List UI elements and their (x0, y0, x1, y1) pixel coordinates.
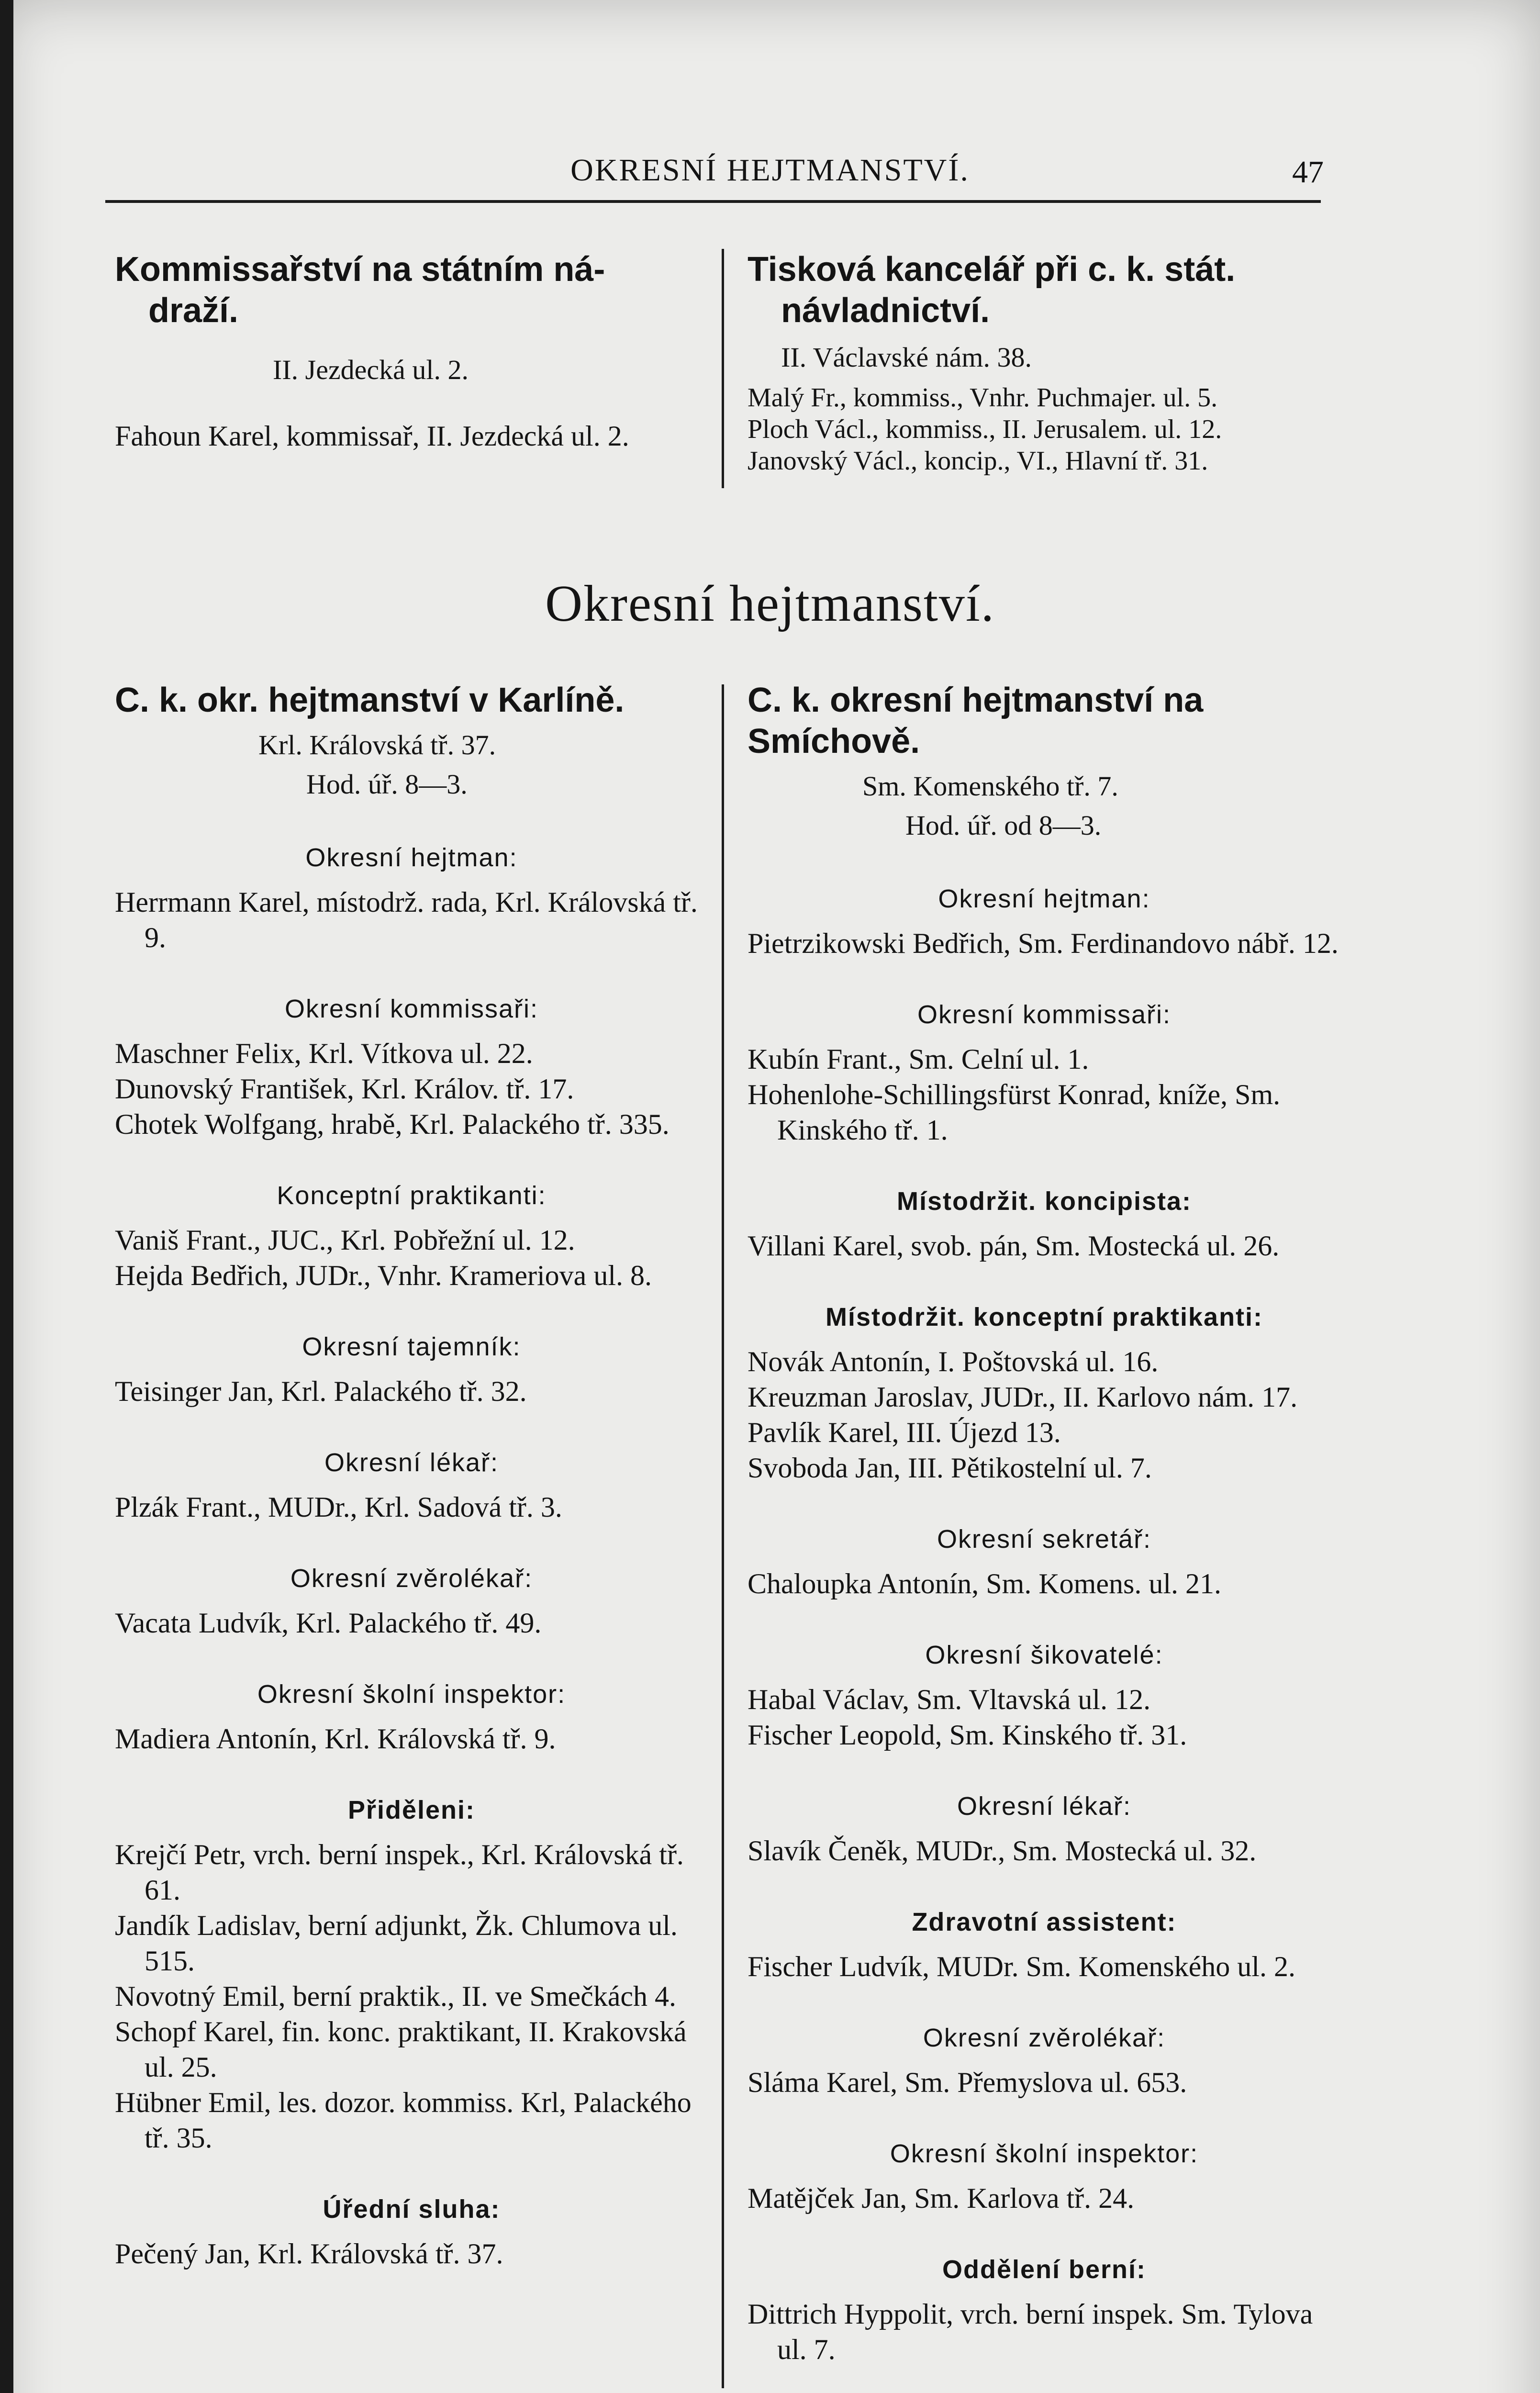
list-item: Vacata Ludvík, Krl. Palackého tř. 49. (115, 1607, 542, 1639)
list-item: Chotek Wolfgang, hrabě, Krl. Palackého tř. 335. (115, 1108, 670, 1140)
list-item: Slavík Čeněk, MUDr., Sm. Mostecká ul. 32. (748, 1835, 1257, 1867)
role-heading: Okresní kommissaři: (284, 995, 539, 1023)
entry-list (115, 418, 699, 454)
list-item: Krejčí Petr, vrch. berní inspek., Krl. Královská tř. 61. (115, 1839, 684, 1906)
list-item: Pavlík Karel, III. Újezd 13. (748, 1417, 1061, 1448)
office-hours: Hod. úř. od 8—3. (905, 810, 1102, 841)
list-item: Novotný Emil, berní praktik., II. ve Smečkách 4. (115, 1980, 677, 2012)
page-edge-shadow (0, 0, 13, 2393)
role-heading: Místodržit. koncipista: (896, 1187, 1192, 1216)
page-number: 47 (1292, 155, 1324, 190)
role-heading: Okresní kommissaři: (917, 1000, 1172, 1029)
list-item: Jandík Ladislav, berní adjunkt, Žk. Chlumova ul. 515. (115, 1910, 678, 1977)
right-column (748, 680, 1341, 2367)
role-heading: Okresní lékař: (324, 1448, 499, 1477)
role-heading: Okresní školní inspektor: (890, 2139, 1199, 2168)
role-heading: Okresní hejtman: (938, 884, 1150, 913)
role-heading: Okresní tajemník: (302, 1332, 521, 1361)
list-item: Janovský Václ., koncip., VI., Hlavní tř. 31. (748, 446, 1208, 476)
role-heading: Úřední sluha: (323, 2195, 501, 2224)
role-heading: Okresní šikovatelé: (925, 1641, 1163, 1669)
list-item: Maschner Felix, Krl. Vítkova ul. 22. (115, 1038, 533, 1069)
list-item: Plzák Frant., MUDr., Krl. Sadová tř. 3. (115, 1491, 562, 1523)
list-item: Novák Antonín, I. Poštovská ul. 16. (748, 1346, 1159, 1377)
running-header: OKRESNÍ HEJTMANSTVÍ. (570, 153, 970, 188)
role-heading: Okresní sekretář: (937, 1525, 1152, 1554)
role-heading: Oddělení berní: (942, 2255, 1147, 2284)
office-address: Sm. Komenského tř. 7. (862, 771, 1118, 802)
role-heading: Okresní zvěrolékař: (923, 2024, 1166, 2052)
list-item: Madiera Antonín, Krl. Královská tř. 9. (115, 1723, 556, 1755)
office-address: Krl. Královská tř. 37. (258, 729, 496, 760)
list-item: Hejda Bedřich, JUDr., Vnhr. Krameriova ul. 8. (115, 1260, 652, 1291)
role-heading: Konceptní praktikanti: (277, 1181, 547, 1210)
role-heading: Okresní školní inspektor: (257, 1680, 566, 1709)
office-address: II. Jezdecká ul. 2. (273, 354, 469, 385)
list-item: Villani Karel, svob. pán, Sm. Mostecká ul. 26. (748, 1230, 1280, 1262)
list-item: Ploch Václ., kommiss., II. Jerusalem. ul. 12. (748, 414, 1222, 444)
list-item: Kreuzman Jaroslav, JUDr., II. Karlovo nám. 17. (748, 1381, 1298, 1413)
list-item: Svoboda Jan, III. Pětikostelní ul. 7. (748, 1452, 1152, 1484)
entry-list (748, 382, 1341, 477)
header-rule (105, 200, 1321, 203)
role-heading: Místodržit. konceptní praktikanti: (825, 1303, 1263, 1331)
list-item: Malý Fr., kommiss., Vnhr. Puchmajer. ul. 5. (748, 383, 1218, 413)
list-item: Fischer Leopold, Sm. Kinského tř. 31. (748, 1719, 1187, 1751)
top-right-column (748, 249, 1341, 477)
list-item: Fischer Ludvík, MUDr. Sm. Komenského ul. 2. (748, 1951, 1295, 1982)
list-item: Sláma Karel, Sm. Přemyslova ul. 653. (748, 2067, 1187, 2098)
list-item: Habal Václav, Sm. Vltavská ul. 12. (748, 1684, 1151, 1715)
list-item: Kubín Frant., Sm. Celní ul. 1. (748, 1043, 1089, 1075)
list-item: Dittrich Hyppolit, vrch. berní inspek. Sm. Tylova ul. 7. (748, 2298, 1313, 2365)
office-address: II. Václavské nám. 38. (781, 342, 1032, 373)
top-left-column (115, 249, 699, 454)
section-heading: Tisková kancelář při c. k. stát. návladnictví. (748, 250, 1236, 330)
list-item: Hohenlohe-Schillingsfürst Konrad, kníže, Sm. Kinského tř. 1. (748, 1079, 1281, 1146)
list-item: Dunovský František, Krl. Králov. tř. 17. (115, 1073, 574, 1105)
left-column (115, 680, 708, 2271)
section-heading: Kommissařství na státním ná- draží. (115, 250, 605, 330)
role-heading: Okresní zvěrolékař: (290, 1564, 533, 1593)
role-heading: Přiděleni: (347, 1796, 476, 1824)
list-item: Fahoun Karel, kommissař, II. Jezdecká ul. 2. (115, 420, 629, 452)
list-item: Pietrzikowski Bedřich, Sm. Ferdinandovo nábř. 12. (748, 928, 1339, 959)
list-item: Herrmann Karel, místodrž. rada, Krl. Královská tř. 9. (115, 886, 698, 953)
list-item: Vaniš Frant., JUC., Krl. Pobřežní ul. 12. (115, 1224, 575, 1256)
list-item: Teisinger Jan, Krl. Palackého tř. 32. (115, 1375, 527, 1407)
column-divider (722, 249, 724, 488)
list-item: Hübner Emil, les. dozor. kommiss. Krl, Palackého tř. 35. (115, 2087, 692, 2154)
section-heading: C. k. okresní hejtmanství na Smíchově. (748, 681, 1204, 760)
section-heading: C. k. okr. hejtmanství v Karlíně. (115, 681, 625, 719)
role-heading: Okresní lékař: (957, 1792, 1132, 1821)
office-hours: Hod. úř. 8—3. (306, 769, 468, 800)
list-item: Chaloupka Antonín, Sm. Komens. ul. 21. (748, 1568, 1221, 1599)
list-item: Pečený Jan, Krl. Královská tř. 37. (115, 2238, 503, 2270)
role-heading: Okresní hejtman: (305, 843, 518, 872)
role-heading: Zdravotní assistent: (912, 1908, 1177, 1936)
list-item: Matějček Jan, Sm. Karlova tř. 24. (748, 2182, 1135, 2214)
column-divider (722, 684, 724, 2388)
list-item: Schopf Karel, fin. konc. praktikant, II. Krakovská ul. 25. (115, 2016, 687, 2083)
page-title: Okresní hejtmanství. (545, 575, 995, 632)
